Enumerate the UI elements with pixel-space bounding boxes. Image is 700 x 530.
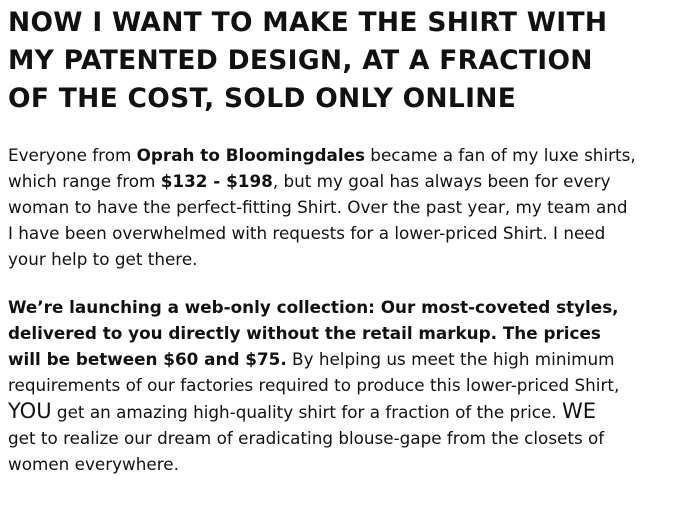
text-span: , but my goal has always been for every — [272, 171, 611, 191]
paragraph-line: delivered to you directly without the retail markup. The prices — [8, 323, 601, 343]
text-span: became a fan of my luxe shirts, — [364, 145, 636, 165]
paragraph-line: women everywhere. — [8, 454, 179, 474]
paragraph-line — [8, 346, 692, 372]
headline — [8, 4, 692, 118]
emphasis-text: will be between $60 and $75. — [8, 349, 287, 369]
text-span: get an amazing high-quality shirt for a fraction of the price. — [51, 402, 562, 422]
paragraph-line: get to realize our dream of eradicating blouse-gape from the closets of — [8, 428, 605, 448]
paragraph-line — [8, 168, 692, 194]
headline-line: NOW I WANT TO MAKE THE SHIRT WITH — [8, 7, 608, 38]
article — [8, 0, 692, 477]
paragraph-line: woman to have the perfect-fitting Shirt. Over the past year, my team and — [8, 197, 628, 217]
paragraph-line — [8, 398, 692, 425]
headline-line: OF THE COST, SOLD ONLY ONLINE — [8, 83, 517, 114]
text-span: Everyone from — [8, 145, 137, 165]
text-span: By helping us meet the high minimum — [286, 349, 615, 369]
paragraph-line: requirements of our factories required to produce this lower-priced Shirt, — [8, 375, 620, 395]
paragraph-line — [8, 142, 692, 168]
paragraph-collection — [8, 294, 692, 477]
emphasis-text: YOU — [8, 399, 52, 423]
price-range-text: $132 - $198 — [160, 171, 273, 191]
paragraph-line: I have been overwhelmed with requests for a lower-priced Shirt. I need — [8, 223, 606, 243]
emphasis-text: WE — [561, 399, 597, 423]
text-span: which range from — [8, 171, 161, 191]
headline-line: MY PATENTED DESIGN, AT A FRACTION — [8, 45, 593, 76]
paragraph-intro — [8, 142, 692, 272]
emphasis-text: Oprah to Bloomingdales — [136, 145, 365, 165]
paragraph-line: your help to get there. — [8, 249, 198, 269]
paragraph-line: We’re launching a web-only collection: Our most-coveted styles, — [8, 297, 619, 317]
